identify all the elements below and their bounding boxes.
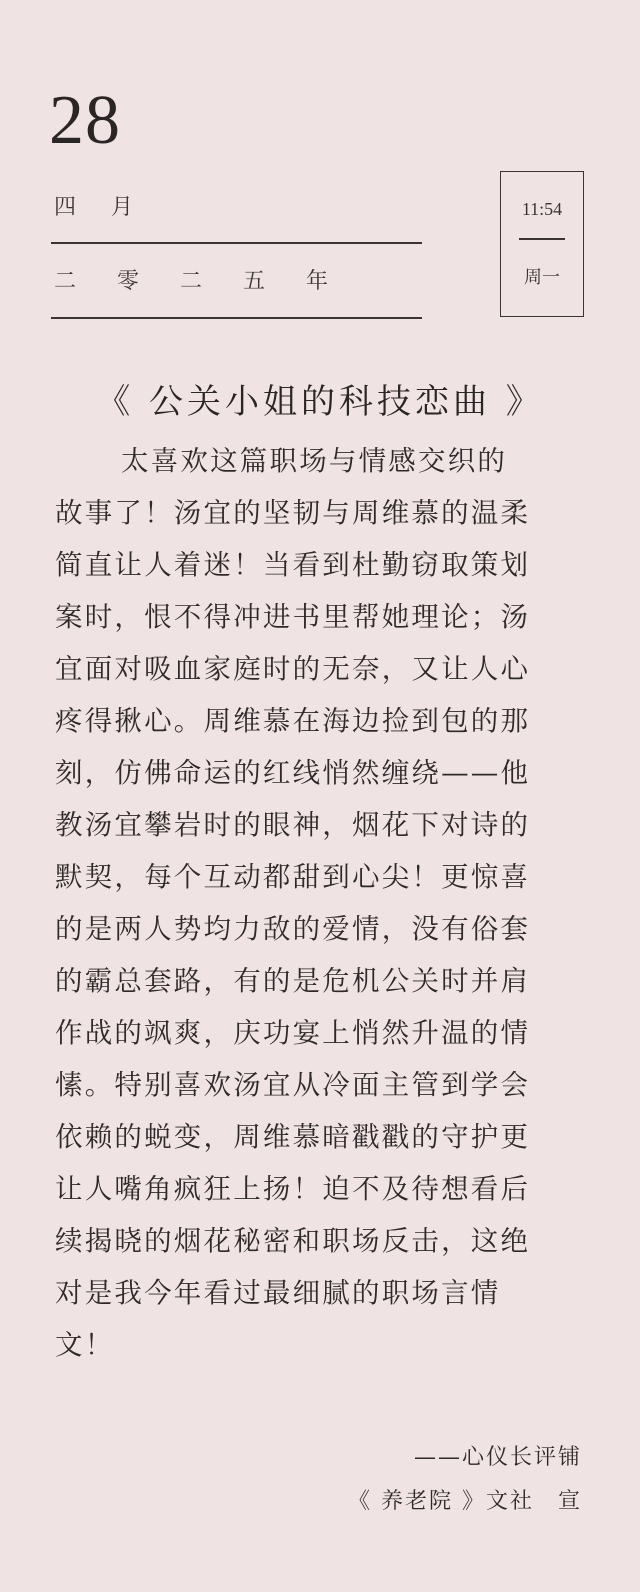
review-line: 刻，仿佛命运的红线悄然缠绕——他 <box>55 757 531 789</box>
review-line: 让人嘴角疯狂上扬！迫不及待想看后 <box>55 1173 531 1205</box>
weekday-label: 周一 <box>524 267 560 288</box>
date-day: 28 <box>49 82 121 159</box>
review-line: 续揭晓的烟花秘密和职场反击，这绝 <box>55 1225 531 1257</box>
review-line: 太喜欢这篇职场与情感交织的 <box>121 445 508 477</box>
review-line: 的是两人势均力敌的爱情，没有俗套 <box>55 913 531 945</box>
review-body <box>55 435 585 1371</box>
time-divider <box>519 238 565 240</box>
signature-author: ——心仪长评铺 <box>413 1445 582 1470</box>
review-line: 简直让人着迷！当看到杜勤窃取策划 <box>55 549 531 581</box>
date-year: 二 零 二 五 年 <box>54 269 345 294</box>
review-line: 默契，每个互动都甜到心尖！更惊喜 <box>55 861 531 893</box>
signature-publisher: 《 养老院 》文社 宣 <box>348 1489 582 1514</box>
review-line: 作战的飒爽，庆功宴上悄然升温的情 <box>55 1017 531 1049</box>
time-box <box>500 171 584 317</box>
divider <box>51 242 422 244</box>
review-line: 对是我今年看过最细腻的职场言情 <box>55 1277 501 1309</box>
review-line: 教汤宜攀岩时的眼神，烟花下对诗的 <box>55 809 531 841</box>
date-month: 四 月 <box>54 195 147 220</box>
divider <box>51 317 422 319</box>
review-line: 疼得揪心。周维慕在海边捡到包的那 <box>55 705 531 737</box>
review-line: 依赖的蜕变，周维慕暗戳戳的守护更 <box>55 1121 531 1153</box>
review-line: 宜面对吸血家庭时的无奈，又让人心 <box>55 653 531 685</box>
review-line: 案时，恨不得冲进书里帮她理论；汤 <box>55 601 531 633</box>
time-label: 11:54 <box>521 199 563 219</box>
review-line: 故事了！汤宜的坚韧与周维慕的温柔 <box>55 497 531 529</box>
review-line: 的霸总套路，有的是危机公关时并肩 <box>55 965 531 997</box>
review-line: 文！ <box>55 1329 115 1361</box>
review-line: 愫。特别喜欢汤宜从冷面主管到学会 <box>55 1069 531 1101</box>
book-title: 《 公关小姐的科技恋曲 》 <box>96 382 544 422</box>
